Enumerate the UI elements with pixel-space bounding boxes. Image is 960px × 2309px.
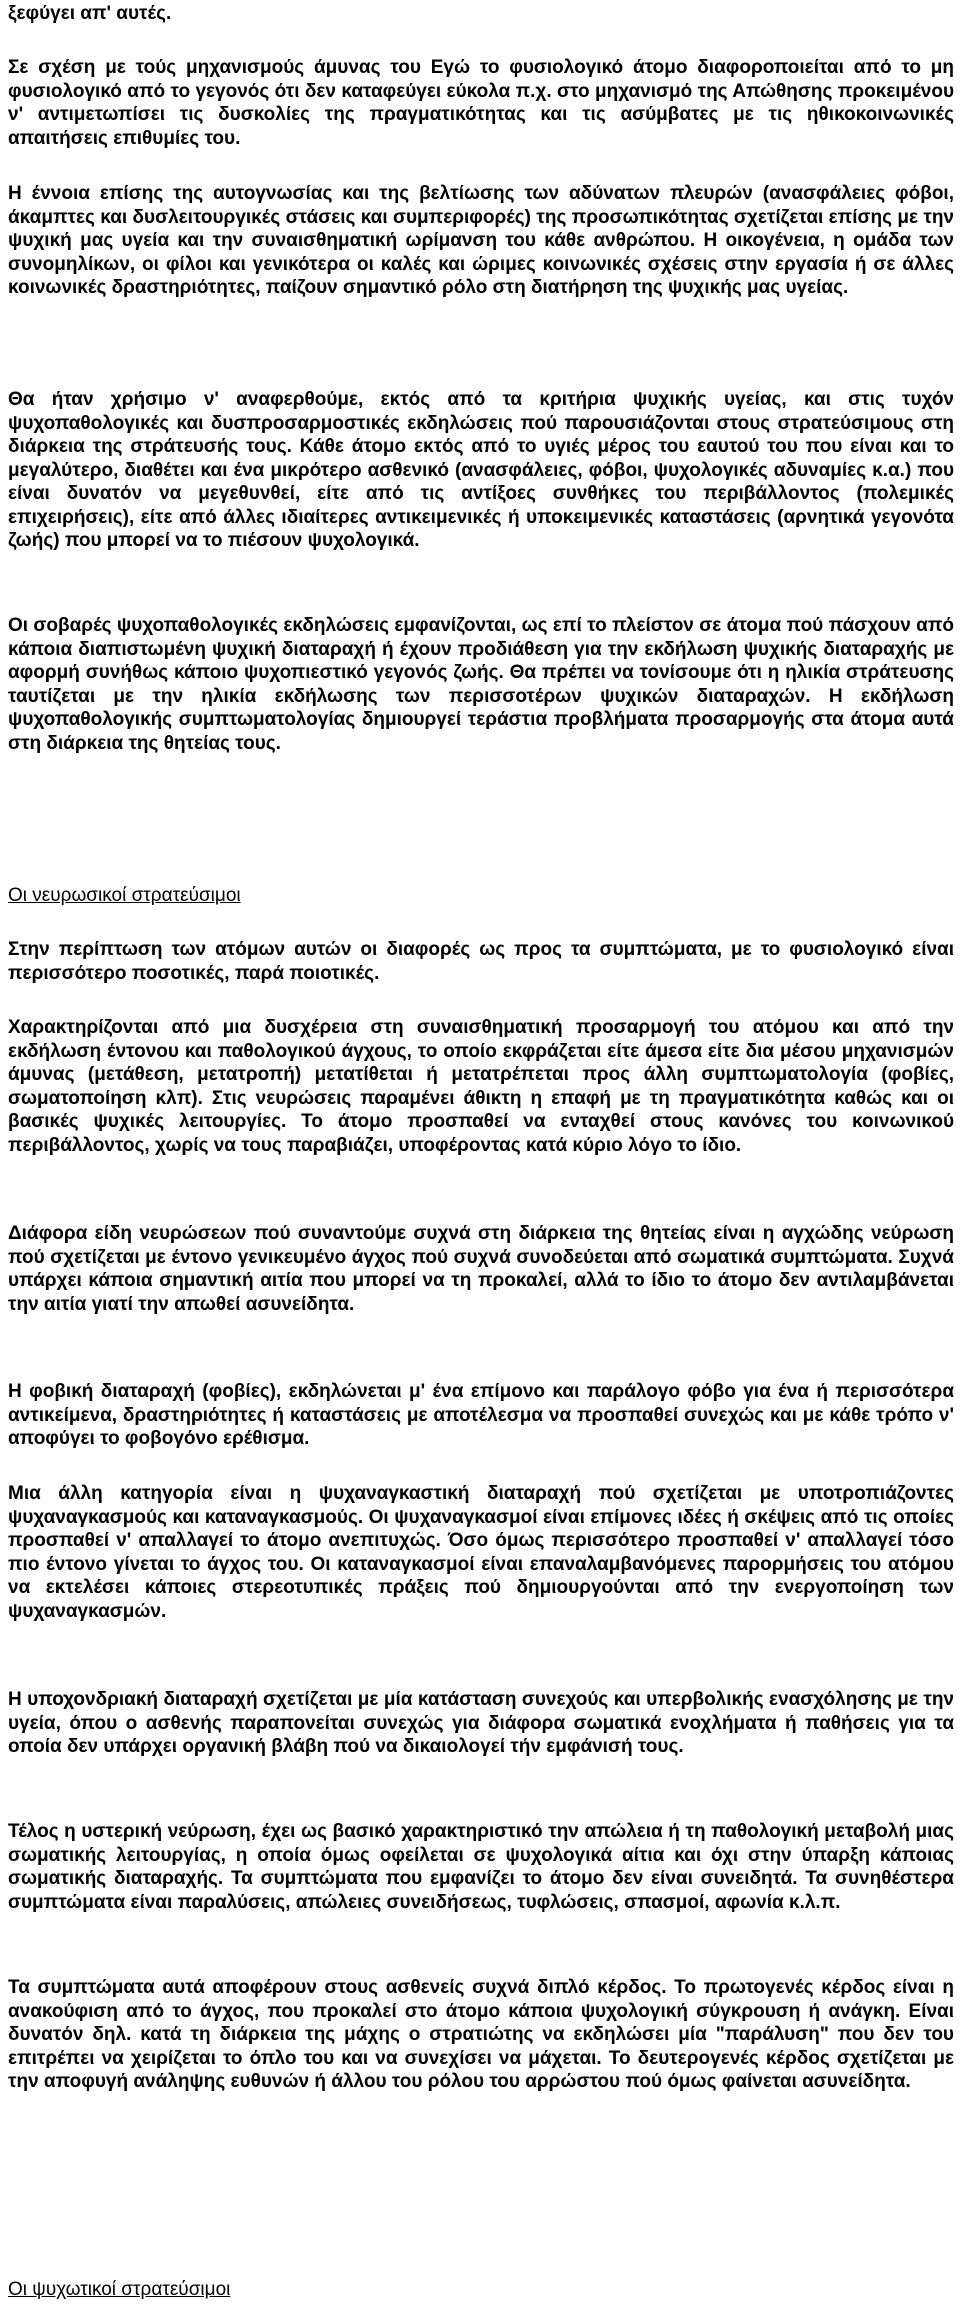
paragraph-neurotic-differences: Στην περίπτωση των ατόμων αυτών οι διαφορές ως προς τα συμπτώματα, με το φυσιολογικό είναι περισσότερο ποσοτικές, παρά ποιοτικές. (8, 939, 954, 984)
section-heading-psychotic: Οι ψυχωτικοί στρατεύσιμοι (8, 2279, 231, 2300)
paragraph-fragment: ξεφύγει απ' αυτές. (8, 3, 172, 24)
paragraph-phobic-disorder: Η φοβική διαταραχή (φοβίες), εκδηλώνεται μ' ένα επίμονο και παράλογο φόβο για ένα ή περισσότερα αντικείμενα, δραστηριότητες ή καταστάσεις με αποτέλεσμα να προσπαθεί συνεχώς και με κάθε τρόπο ν' αποφύγει το φοβογόνο ερέθισμα. (8, 1381, 954, 1449)
paragraph-conscript-manifestations: Θα ήταν χρήσιμο ν' αναφερθούμε, εκτός από τα κριτήρια ψυχικής υγείας, και στις τυχόν ψυχοπαθολογικές και δυσπροσαρμοστικές εκδηλώσεις πού παρουσιάζονται στους στρατεύσιμους στη διάρκεια της στράτευσής τους. Κάθε άτομο εκτός από το υγιές μέρος του εαυτού του που είναι και το μεγαλύτερο, διαθέτει και ένα μικρότερο ασθενικό (ανασφάλειες, φόβοι, ψυχολογικές αδυναμίες κ.α.) που είναι δυνατόν να μεγεθυνθεί, είτε από τις αντίξοες συνθήκες του περιβάλλοντος (πολεμικές επιχειρήσεις), είτε από άλλες ιδιαίτερες αντικειμενικές ή υποκειμενικές καταστάσεις (αρνητικά γεγονότα ζωής) που μπορεί να το πιέσουν ψυχολογικά. (8, 389, 954, 551)
section-heading-neurotic: Οι νευρωσικοί στρατεύσιμοι (8, 885, 241, 906)
paragraph-obsessive-disorder: Μια άλλη κατηγορία είναι η ψυχαναγκαστική διαταραχή πού σχετίζεται με υποτροπιάζοντες ψυχαναγκασμούς και καταναγκασμούς. Οι ψυχαναγκασμοί είναι επίμονες ιδέες ή σκέψεις από τις οποίες προσπαθεί ν' απαλλαγεί το άτομο ανεπιτυχώς. Όσο όμως περισσότερο προσπαθεί ν' απαλλαγεί τόσο πιο έντονο γίνεται το άγχος του. Οι καταναγκασμοί είναι επαναλαμβανόμενες παρορμήσεις του ατόμου να εκτελέσει κάποιες στερεοτυπικές πράξεις πού δημιουργούνται από την ενεργοποίηση των ψυχαναγκασμών. (8, 1483, 954, 1622)
paragraph-self-awareness: Η έννοια επίσης της αυτογνωσίας και της βελτίωσης των αδύνατων πλευρών (ανασφάλειες φόβοι, άκαμπτες και δυσλειτουργικές στάσεις και συμπεριφορές) της προσωπικότητας σχετίζεται επίσης με την ψυχική μας υγεία και την συναισθηματική ωρίμανση του κάθε ανθρώπου. Η οικογένεια, η ομάδα των συνομηλίκων, οι φίλοι και γενικότερα οι καλές και ώριμες κοινωνικές σχέσεις στην εργασία ή σε άλλες κοινωνικές δραστηριότητες, παίζουν σημαντικό ρόλο στη διατήρηση της ψυχικής μας υγείας. (8, 183, 954, 298)
paragraph-neurotic-characteristics: Χαρακτηρίζονται από μια δυσχέρεια στη συναισθηματική προσαρμογή του ατόμου και από την εκδήλωση έντονου και παθολογικού άγχους, το οποίο εκφράζεται είτε άμεσα είτε δια μέσου μηχανισμών άμυνας (μετάθεση, μετατροπή) μετατίθεται ή μετατρέπεται προς άλλη συμπτωματολογία (φοβίες, σωματοποίηση κλπ). Στις νευρώσεις παραμένει άθικτη η επαφή με τη πραγματικότητα καθώς και οι βασικές ψυχικές λειτουργίες. Το άτομο προσπαθεί να ενταχθεί στους κανόνες του κοινωνικού περιβάλλοντος, χωρίς να τους παραβιάζει, υποφέροντας κατά κύριο λόγο το ίδιο. (8, 1017, 954, 1156)
paragraph-hypochondriac-disorder: Η υποχονδριακή διαταραχή σχετίζεται με μία κατάσταση συνεχούς και υπερβολικής ενασχόλησης με την υγεία, όπου ο ασθενής παραπονείται συνεχώς για διάφορα σωματικά ενοχλήματα ή παθήσεις για τα οποία δεν υπάρχει οργανική βλάβη πού να δικαιολογεί τήν εμφάνισή τους. (8, 1689, 954, 1757)
paragraph-defense-mechanisms: Σε σχέση με τούς μηχανισμούς άμυνας του Εγώ το φυσιολογικό άτομο διαφοροποιείται από το μη φυσιολογικό από το γεγονός ότι δεν καταφεύγει εύκολα π.χ. στο μηχανισμό της Απώθησης προκειμένου ν' αντιμετωπίσει τις δυσκολίες της πραγματικότητας και τις ασύμβατες με τις ηθικοκοινωνικές απαιτήσεις επιθυμίες του. (8, 57, 954, 149)
paragraph-neurosis-types: Διάφορα είδη νευρώσεων πού συναντούμε συχνά στη διάρκεια της θητείας είναι η αγχώδης νεύρωση πού σχετίζεται με έντονο γενικευμένο άγχος πού συχνά συνοδεύεται από σωματικά συμπτώματα. Συχνά υπάρχει κάποια σημαντική αιτία που μπορεί να τη προκαλεί, αλλά το ίδιο το άτομο δεν αντιλαμβάνεται την αιτία γιατί την απωθεί ασυνείδητα. (8, 1223, 954, 1315)
paragraph-hysterical-neurosis: Τέλος η υστερική νεύρωση, έχει ως βασικό χαρακτηριστικό την απώλεια ή τη παθολογική μεταβολή μιας σωματικής λειτουργίας, η οποία όμως οφείλεται σε ψυχολογικά αίτια και όχι στην ύπαρξη κάποιας σωματικής διαταραχής. Τα συμπτώματα που εμφανίζει το άτομο δεν είναι συνειδητά. Τα συνηθέστερα συμπτώματα είναι παραλύσεις, απώλειες συνειδήσεως, τυφλώσεις, σπασμοί, αφωνία κ.λ.π. (8, 1821, 954, 1913)
paragraph-serious-manifestations: Οι σοβαρές ψυχοπαθολογικές εκδηλώσεις εμφανίζονται, ως επί το πλείστον σε άτομα πού πάσχουν από κάποια διαπιστωμένη ψυχική διαταραχή ή έχουν προδιάθεση για την εκδήλωση ψυχικής διαταραχής με αφορμή συνήθως κάποιο ψυχοπιεστικό γεγονός ζωής. Θα πρέπει να τονίσουμε ότι η ηλικία στράτευσης ταυτίζεται με την ηλικία εκδήλωσης των περισσοτέρων ψυχικών διαταραχών. Η εκδήλωση ψυχοπαθολογικής συμπτωματολογίας δημιουργεί τεράστια προβλήματα προσαρμογής στα άτομα αυτά στη διάρκεια της θητείας τους. (8, 615, 954, 754)
paragraph-symptom-gain: Τα συμπτώματα αυτά αποφέρουν στους ασθενείς συχνά διπλό κέρδος. Το πρωτογενές κέρδος είναι η ανακούφιση από το άγχος, που προκαλεί στο άτομο κάποια ψυχολογική σύγκρουση ή ανάγκη. Είναι δυνατόν δηλ. κατά τη διάρκεια της μάχης ο στρατιώτης να εκδηλώσει μία "παράλυση" που δεν του επιτρέπει να χειρίζεται το όπλο του και να συνεχίσει να μάχεται. Το δευτερογενές κέρδος σχετίζεται με την αποφυγή ανάληψης ευθυνών ή άλλου του ρόλου του αρρώστου πού όμως φαίνεται ασυνείδητα. (8, 1977, 954, 2092)
